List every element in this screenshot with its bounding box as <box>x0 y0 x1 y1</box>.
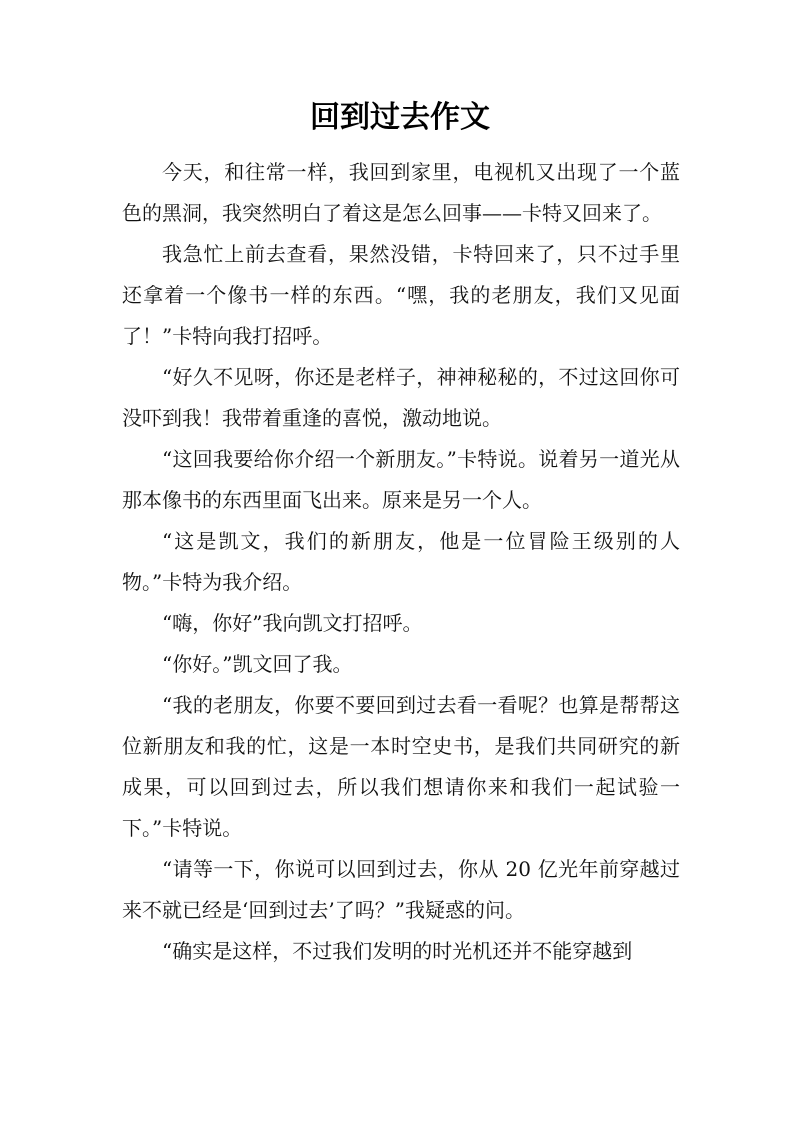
paragraph: “嗨，你好”我向凯文打招呼。 <box>162 611 423 635</box>
paragraph: “请等一下，你说可以回到过去，你从 20 亿光年前穿越过来不就已经是‘回到过去’了吗？”我疑惑的问。 <box>122 857 680 922</box>
paragraph: “我的老朋友，你要不要回到过去看一看呢？也算是帮帮这位新朋友和我的忙，这是一本时空史书，是我们共同研究的新成果，可以回到过去，所以我们想请你来和我们一起试验一下。”卡特说。 <box>122 693 680 840</box>
document-body <box>122 152 680 972</box>
paragraph: “确实是这样，不过我们发明的时光机还并不能穿越到 <box>162 939 633 963</box>
paragraph: “这是凯文，我们的新朋友，他是一位冒险王级别的人物。”卡特为我介绍。 <box>122 529 680 594</box>
paragraph: 我急忙上前去查看，果然没错，卡特回来了，只不过手里还拿着一个像书一样的东西。“嘿，我的老朋友，我们又见面了！”卡特向我打招呼。 <box>122 242 680 348</box>
paragraph: “这回我要给你介绍一个新朋友。”卡特说。说着另一道光从那本像书的东西里面飞出来。原来是另一个人。 <box>122 447 680 512</box>
paragraph: 今天，和往常一样，我回到家里，电视机又出现了一个蓝色的黑洞，我突然明白了着这是怎么回事——卡特又回来了。 <box>122 160 680 225</box>
paragraph: “好久不见呀，你还是老样子，神神秘秘的，不过这回你可没吓到我！我带着重逢的喜悦，激动地说。 <box>122 365 680 430</box>
paragraph: “你好。”凯文回了我。 <box>162 652 353 676</box>
document-title: 回到过去作文 <box>310 100 490 135</box>
